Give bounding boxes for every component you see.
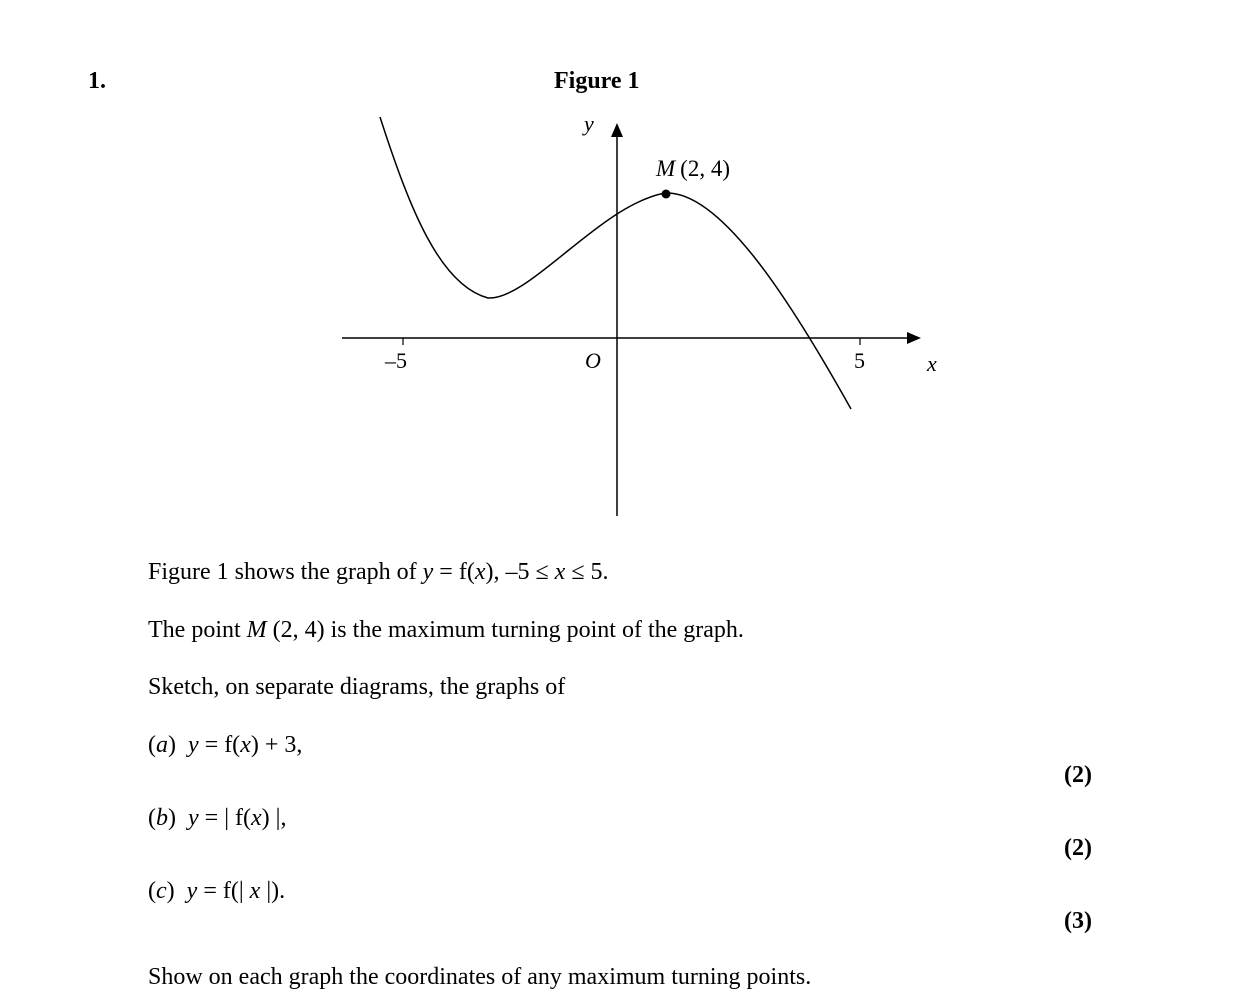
part-c-var-x: x	[249, 878, 261, 904]
y-axis-arrow	[611, 123, 623, 137]
part-b-eq-4: ,	[280, 805, 287, 831]
part-b-label: b	[156, 805, 168, 831]
final-instruction: Show on each graph the coordinates of any maximum turning points.	[148, 964, 812, 990]
curve-f	[380, 117, 851, 409]
origin-label: O	[585, 348, 601, 373]
part-b-var-y: y	[188, 805, 199, 831]
tick-label-neg5: –5	[385, 348, 407, 373]
part-b-eq-3: )	[261, 805, 270, 831]
part-a-var-x: x	[240, 732, 251, 758]
max-var-m: M	[246, 617, 267, 643]
marks-part-a: (2)	[1064, 762, 1092, 788]
intro-var-y: y	[422, 559, 434, 585]
max-text-2: (2, 4) is the maximum turning point of the graph.	[266, 617, 744, 643]
part-b: (b) y = | f(x) |,	[148, 805, 287, 831]
part-c-abs-bar-right: |	[266, 878, 272, 904]
part-c-var-y: y	[186, 878, 198, 904]
part-b-eq-1: =	[198, 805, 225, 831]
max-text-1: The point	[148, 617, 247, 643]
part-b-abs-bar-right: |	[275, 805, 281, 831]
part-c-label: c	[156, 878, 167, 904]
x-axis-arrow	[907, 332, 921, 344]
part-b-eq-2: f(	[235, 805, 251, 831]
point-m-label	[655, 156, 730, 181]
intro-text-2: = f(	[433, 559, 475, 585]
part-a-label: a	[156, 732, 168, 758]
intro-text-3: ), –5 ≤	[485, 559, 555, 585]
point-m-coords: (2, 4)	[680, 156, 730, 181]
intro-text-1: Figure 1 shows the graph of	[148, 559, 423, 585]
max-point-marker	[662, 190, 671, 199]
figure-title: Figure 1	[554, 68, 640, 94]
y-axis-label: y	[584, 111, 594, 136]
part-c: (c) y = f(| x |).	[148, 878, 286, 904]
part-a-eq-2: ) + 3,	[250, 732, 303, 758]
intro-line	[148, 559, 608, 586]
part-c-eq-1: = f(	[197, 878, 239, 904]
max-point-line	[148, 617, 744, 644]
part-a: (a) y = f(x) + 3,	[148, 732, 303, 758]
part-b-abs-bar-left: |	[224, 805, 230, 831]
marks-part-c: (3)	[1064, 908, 1092, 934]
question-number: 1.	[88, 68, 106, 94]
marks-part-b: (2)	[1064, 835, 1092, 861]
intro-var-x: x	[474, 559, 486, 585]
tick-label-pos5: 5	[854, 348, 865, 373]
part-c-abs-bar-left: |	[238, 878, 244, 904]
x-axis-label: x	[927, 351, 937, 376]
part-c-eq-2: ).	[271, 878, 286, 904]
point-m-name: M	[656, 156, 676, 181]
intro-var-x2: x	[554, 559, 566, 585]
part-a-var-y: y	[188, 732, 199, 758]
part-b-var-x: x	[251, 805, 262, 831]
intro-text-4: ≤ 5.	[565, 559, 609, 585]
sketch-instruction: Sketch, on separate diagrams, the graphs of	[148, 674, 566, 700]
part-a-eq-1: = f(	[198, 732, 241, 758]
